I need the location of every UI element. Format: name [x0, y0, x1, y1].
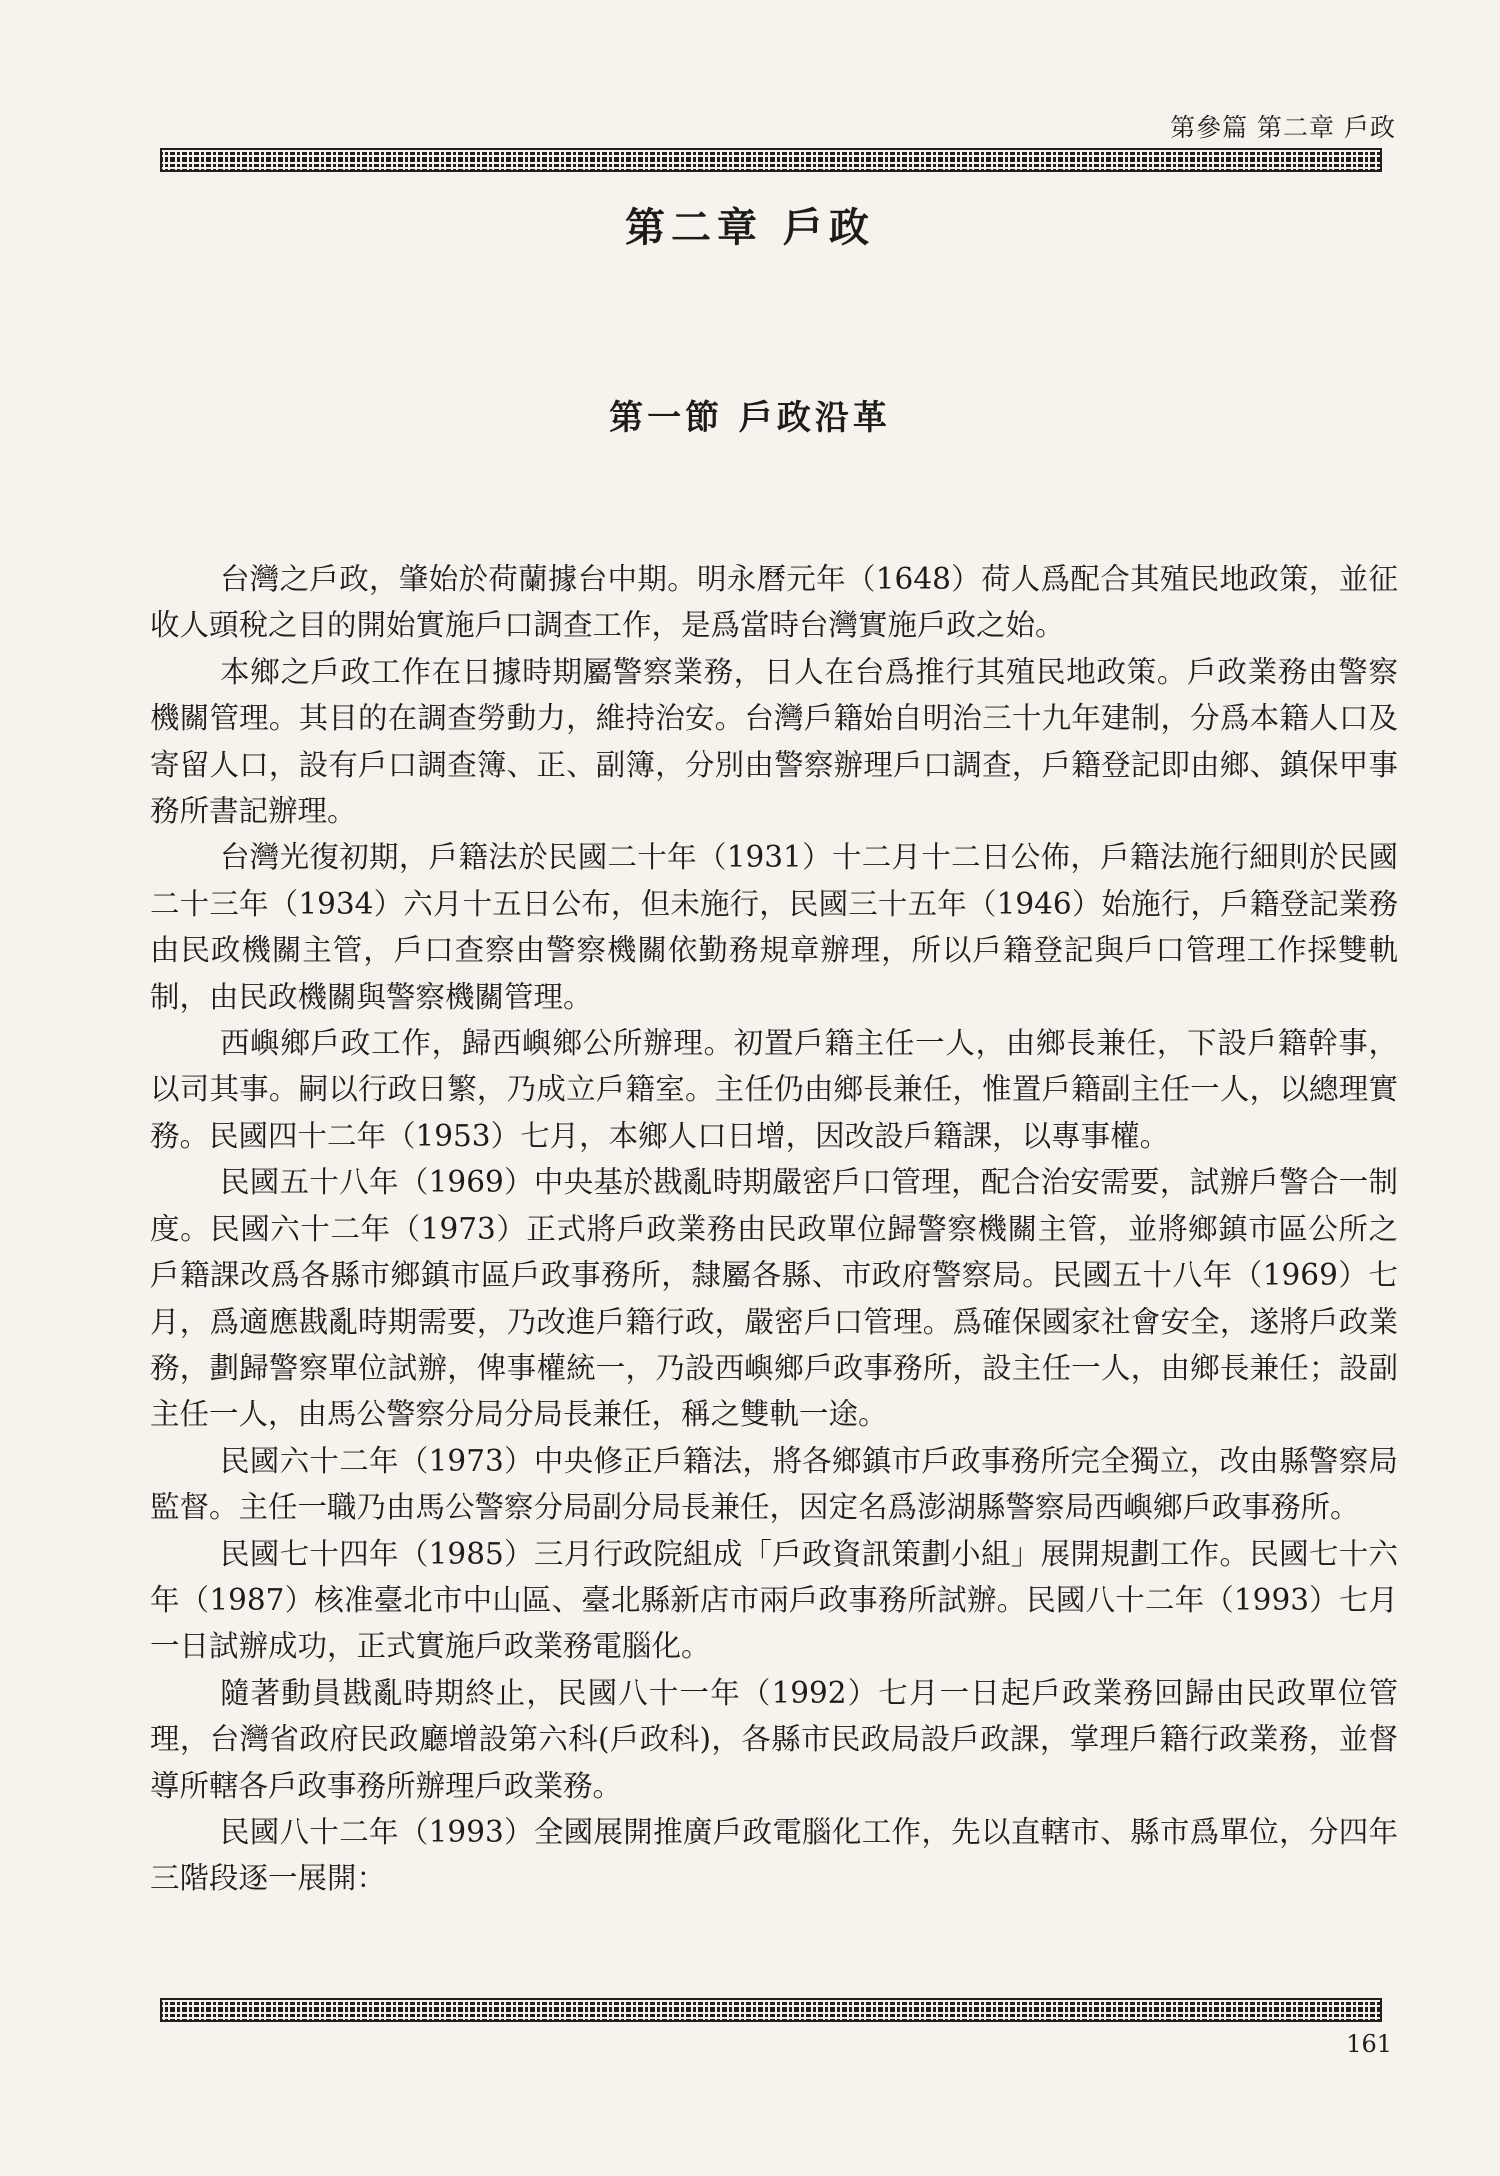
section-title: 第一節 戶政沿革 [609, 398, 891, 438]
paragraph: 民國六十二年（1973）中央修正戶籍法，將各鄉鎮市戶政事務所完全獨立，改由縣警察局監督。主任一職乃由馬公警察分局副分局長兼任，因定名爲澎湖縣警察局西嶼鄉戶政事務所。 [150, 1443, 1398, 1525]
paragraph: 本鄉之戶政工作在日據時期屬警察業務，日人在台爲推行其殖民地政策。戶政業務由警察機關管理。其目的在調查勞動力，維持治安。台灣戶籍始自明治三十九年建制，分爲本籍人口及寄留人口，設有戶口調查簿、正、副簿，分別由警察辦理戶口調查，戶籍登記即由鄉、鎮保甲事務所書記辦理。 [150, 654, 1398, 829]
paragraph: 西嶼鄉戶政工作，歸西嶼鄉公所辦理。初置戶籍主任一人，由鄉長兼任，下設戶籍幹事，以司其事。嗣以行政日繁，乃成立戶籍室。主任仍由鄉長兼任，惟置戶籍副主任一人，以總理實務。民國四十二年（1953）七月，本鄉人口日增，因改設戶籍課，以專事權。 [150, 1026, 1398, 1153]
chapter-title: 第二章 戶政 [625, 204, 875, 251]
paragraph: 民國五十八年（1969）中央基於戡亂時期嚴密戶口管理，配合治安需要，試辦戶警合一制度。民國六十二年（1973）正式將戶政業務由民政單位歸警察機關主管，並將鄉鎮市區公所之戶籍課改爲各縣市鄉鎮市區戶政事務所，隸屬各縣、市政府警察局。民國五十八年（1969）七月，爲適應戡亂時期需要，乃改進戶籍行政，嚴密戶口管理。爲確保國家社會安全，遂將戶政業務，劃歸警察單位試辦，俾事權統一，乃設西嶼鄉戶政事務所，設主任一人，由鄉長兼任；設副主任一人，由馬公警察分局分局長兼任，稱之雙軌一途。 [150, 1165, 1398, 1432]
top-fret-border [160, 148, 1382, 172]
body-text [150, 556, 1398, 1902]
running-header: 第參篇 第二章 戶政 [1170, 113, 1396, 142]
paragraph: 民國八十二年（1993）全國展開推廣戶政電腦化工作，先以直轄市、縣市爲單位，分四年三階段逐一展開： [150, 1814, 1398, 1896]
paragraph: 台灣之戶政，肇始於荷蘭據台中期。明永曆元年（1648）荷人爲配合其殖民地政策，並征收人頭稅之目的開始實施戶口調查工作，是爲當時台灣實施戶政之始。 [150, 562, 1398, 643]
paragraph: 台灣光復初期，戶籍法於民國二十年（1931）十二月十二日公佈，戶籍法施行細則於民國二十三年（1934）六月十五日公布，但未施行，民國三十五年（1946）始施行，戶籍登記業務由民政機關主管，戶口查察由警察機關依勤務規章辦理，所以戶籍登記與戶口管理工作採雙軌制，由民政機關與警察機關管理。 [150, 840, 1398, 1014]
bottom-fret-border [160, 1998, 1382, 2022]
paragraph: 民國七十四年（1985）三月行政院組成「戶政資訊策劃小組」展開規劃工作。民國七十六年（1987）核准臺北市中山區、臺北縣新店市兩戶政事務所試辦。民國八十二年（1993）七月一日試辦成功，正式實施戶政業務電腦化。 [150, 1536, 1398, 1664]
paragraph: 隨著動員戡亂時期終止，民國八十一年（1992）七月一日起戶政業務回歸由民政單位管理，台灣省政府民政廳增設第六科(戶政科)，各縣市民政局設戶政課，掌理戶籍行政業務，並督導所轄各戶政事務所辦理戶政業務。 [150, 1675, 1398, 1803]
page-number: 161 [1346, 2030, 1392, 2058]
